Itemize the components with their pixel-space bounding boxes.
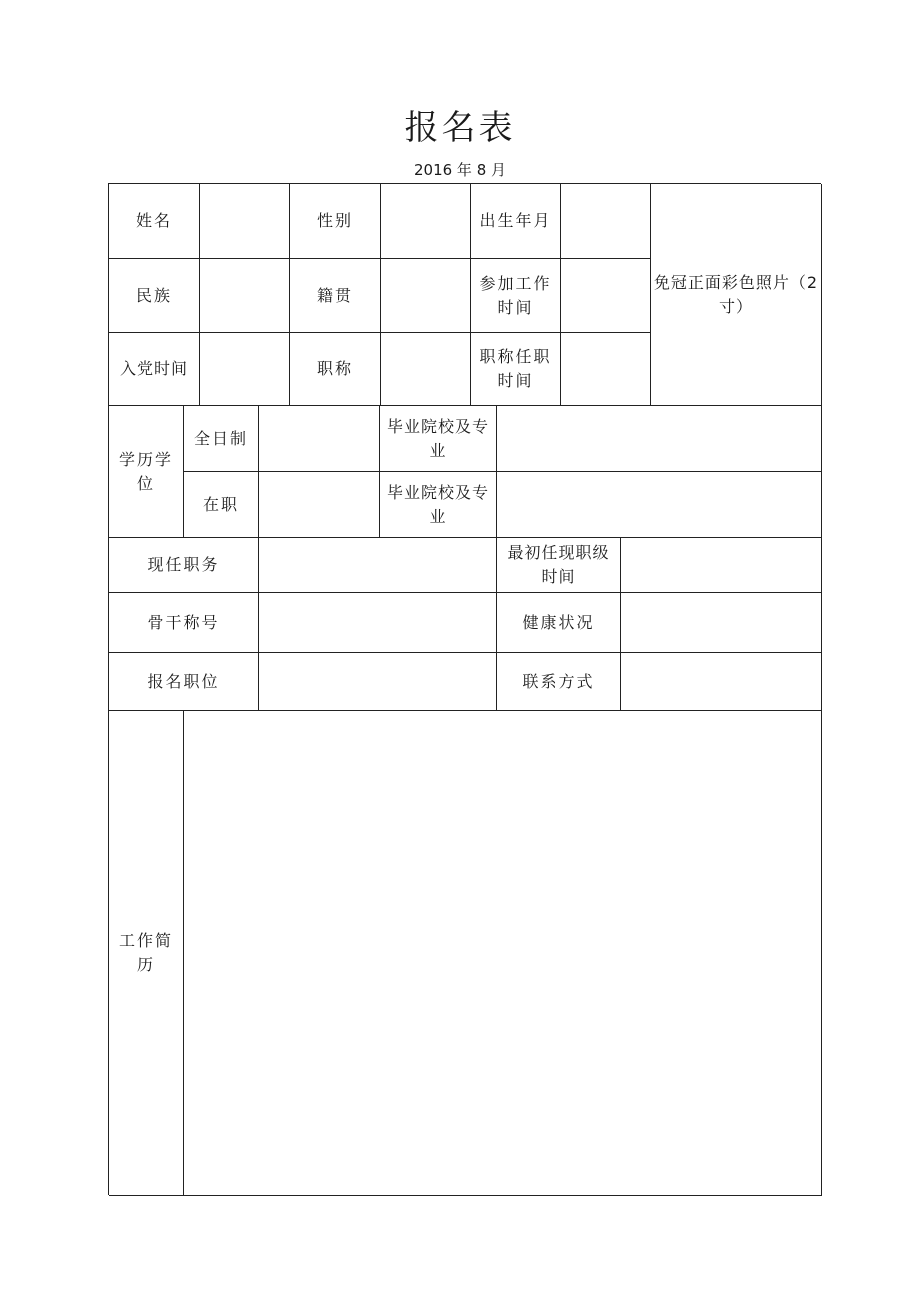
field-prof-title[interactable] xyxy=(381,333,471,406)
label-school-major-1: 毕业院校及专业 xyxy=(380,406,497,472)
label-backbone-title: 骨干称号 xyxy=(109,593,259,653)
label-name: 姓名 xyxy=(109,184,200,259)
label-on-job: 在职 xyxy=(184,472,259,538)
label-party-join: 入党时间 xyxy=(109,333,200,406)
field-health[interactable] xyxy=(621,593,822,653)
field-prof-title-date[interactable] xyxy=(561,333,651,406)
form-date: 2016 年 8 月 xyxy=(413,161,507,179)
label-current-post: 现任职务 xyxy=(109,538,259,593)
page-title: 报名表 xyxy=(404,108,516,148)
label-birth: 出生年月 xyxy=(471,184,561,259)
label-full-time: 全日制 xyxy=(184,406,259,472)
label-contact: 联系方式 xyxy=(497,653,621,711)
label-work-resume: 工作简历 xyxy=(109,711,184,1196)
label-first-rank-date: 最初任现职级时间 xyxy=(497,538,621,593)
field-school-major-1[interactable] xyxy=(497,406,822,472)
field-birth[interactable] xyxy=(561,184,651,259)
field-ethnicity[interactable] xyxy=(200,259,290,333)
field-work-resume[interactable] xyxy=(184,711,822,1196)
field-apply-post[interactable] xyxy=(259,653,497,711)
field-gender[interactable] xyxy=(381,184,471,259)
label-work-start: 参加工作时间 xyxy=(471,259,561,333)
label-education: 学历学位 xyxy=(109,406,184,538)
field-on-job-degree[interactable] xyxy=(259,472,380,538)
field-native-place[interactable] xyxy=(381,259,471,333)
label-apply-post: 报名职位 xyxy=(109,653,259,711)
registration-form-table xyxy=(108,183,821,1195)
field-first-rank-date[interactable] xyxy=(621,538,822,593)
field-party-join[interactable] xyxy=(200,333,290,406)
field-school-major-2[interactable] xyxy=(497,472,822,538)
field-backbone-title[interactable] xyxy=(259,593,497,653)
label-health: 健康状况 xyxy=(497,593,621,653)
label-prof-title-date: 职称任职时间 xyxy=(471,333,561,406)
label-ethnicity: 民族 xyxy=(109,259,200,333)
field-contact[interactable] xyxy=(621,653,822,711)
photo-placeholder[interactable]: 免冠正面彩色照片（2 寸） xyxy=(651,184,822,406)
label-prof-title: 职称 xyxy=(290,333,381,406)
label-gender: 性别 xyxy=(290,184,381,259)
field-current-post[interactable] xyxy=(259,538,497,593)
label-native-place: 籍贯 xyxy=(290,259,381,333)
label-school-major-2: 毕业院校及专业 xyxy=(380,472,497,538)
field-work-start[interactable] xyxy=(561,259,651,333)
field-full-time-degree[interactable] xyxy=(259,406,380,472)
field-name[interactable] xyxy=(200,184,290,259)
